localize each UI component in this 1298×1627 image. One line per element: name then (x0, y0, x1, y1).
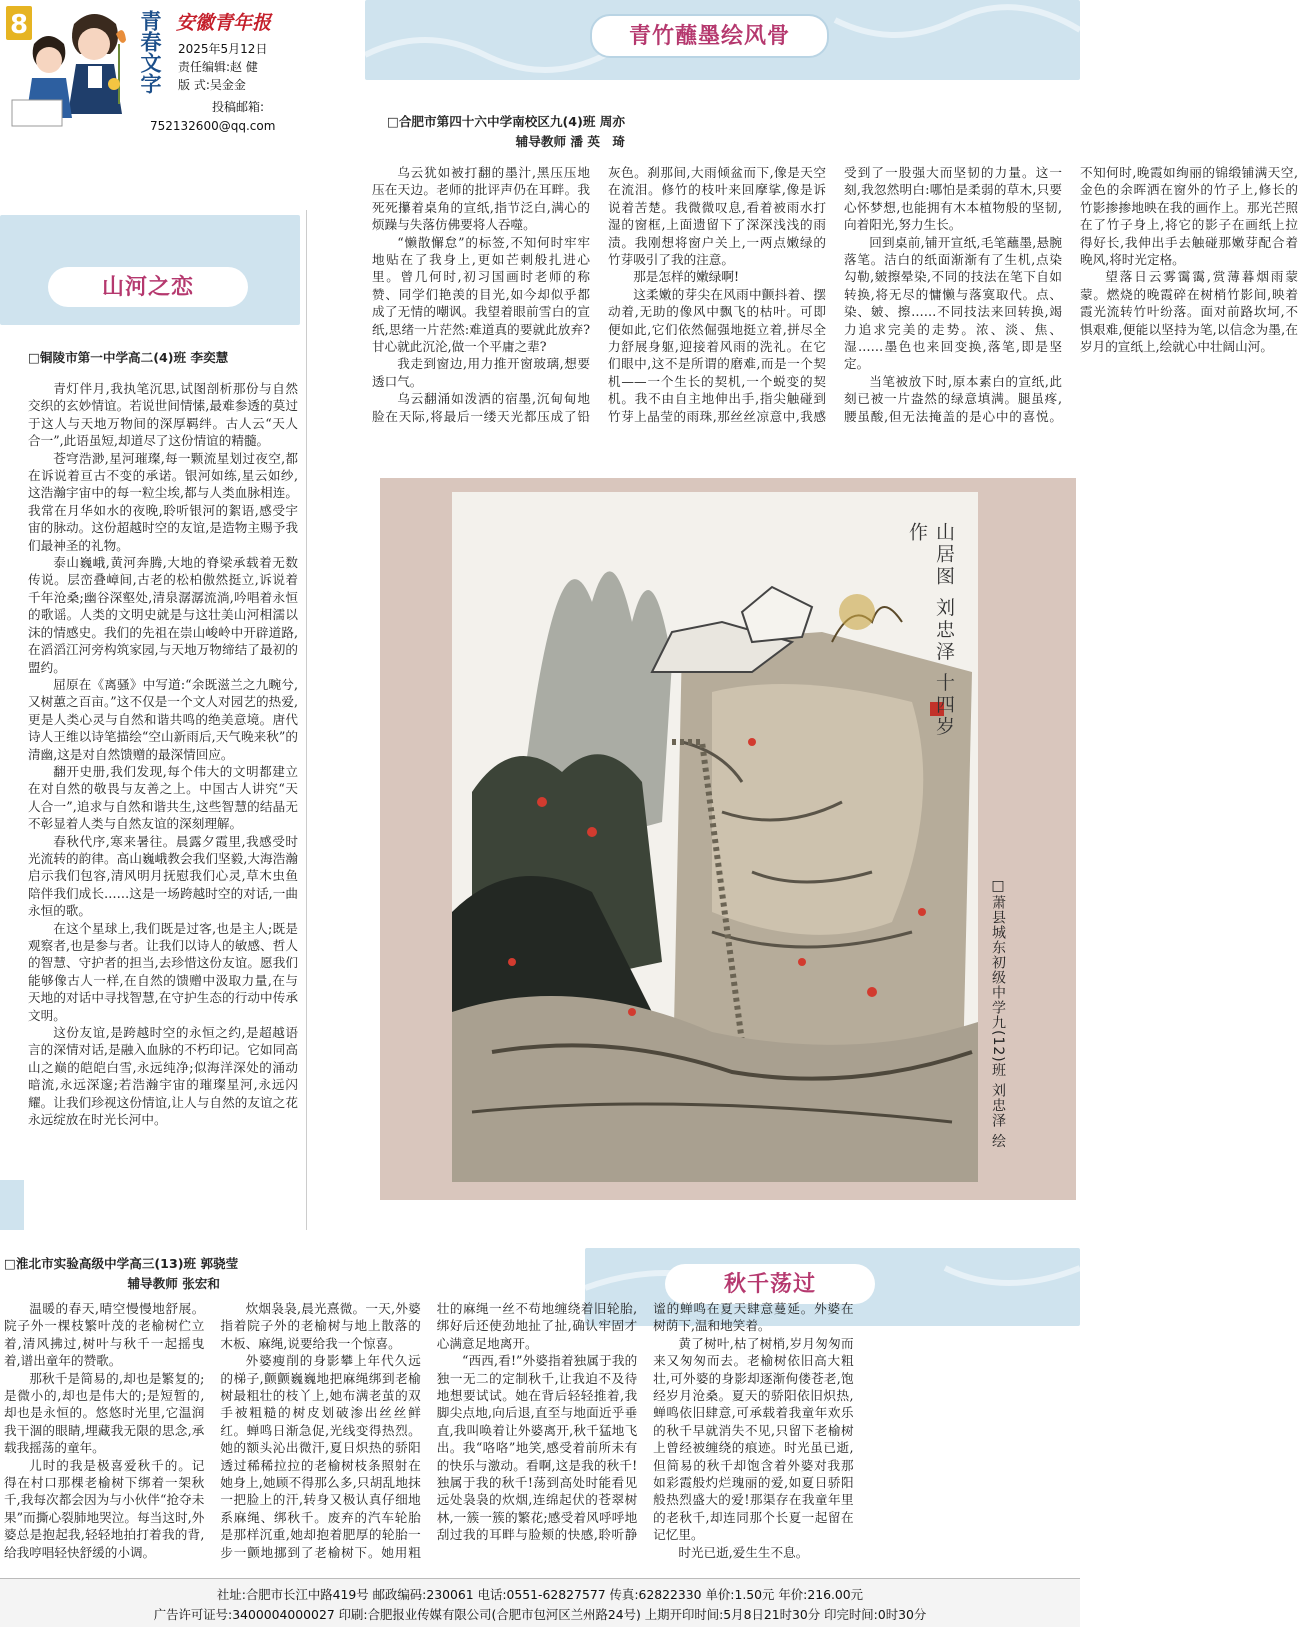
painting-inscription: 山居图 刘忠泽 十四岁作 (906, 522, 955, 739)
paragraph: 翻开史册,我们发现,每个伟大的文明都建立在对自然的敬畏与友善之上。中国古人讲究“天人合一”,追求与自然和谐共生,这些智慧的结晶无不彰显着人类与自然友谊的深刻理解。 (28, 763, 298, 832)
svg-text:8: 8 (9, 10, 29, 40)
masthead (0, 0, 340, 140)
paragraph: “西西,看!”外婆指着独属于我的独一无二的定制秋千,让我迫不及待地想要试试。她在背后轻轻推着,我脚尖点地,向后退,直至与地面近乎垂直,我叫唤着让外婆离开,秋千猛地飞出。我“咯咯”地笑,感受着前所未有的快乐与激动。看啊,这是我的秋千!独属于我的秋千!荡到高处时能看见远处袅袅的炊烟,连绵起伏的苍翠树林,一簇一簇的繁花;感受着风呼呼地刮过我的耳畔与脸颊的快感,聆听静谧的蝉鸣在夏天肆意蔓延。外婆在树荫下,温和地笑着。 (436, 1301, 854, 1543)
article1-title-banner (0, 215, 300, 325)
paragraph: 这柔嫩的芽尖在风雨中颤抖着、摆动着,无助的像风中飘飞的枯叶。可即便如此,它们依然倔强地挺立着,拼尽全力舒展身躯,迎接着风雨的洗礼。在它们眼中,这不是所谓的磨难,而是一个契机——一个生长的契机,一个蜕变的契机。我不由自主地伸出手,指尖触碰到竹芽上晶莹的雨珠,那丝丝凉意中,我感受到了一股强大而坚韧的力量。这一刻,我忽然明白:哪怕是柔弱的草木,只要心怀梦想,也能拥有木本植物般的坚韧,向着阳光,努力生长。 (608, 165, 1062, 424)
paragraph: 这份友谊,是跨越时空的永恒之约,是超越语言的深情对话,是融入血脉的不朽印记。它如同高山之巅的皑皑白雪,永远纯净;似海洋深处的涌动暗流,永远深邃;若浩瀚宇宙的璀璨星河,永远闪耀。让我们珍视这份情谊,让人与自然的友谊之花永远绽放在时光长河中。 (28, 1025, 298, 1128)
paragraph: 乌云犹如被打翻的墨汁,黑压压地压在天边。老师的批评声仍在耳畔。我死死攥着桌角的宣纸,指节泛白,满心的烦躁与失落仿佛要将人吞噬。 (372, 165, 590, 233)
issue-date: 2025年5月12日 (178, 42, 268, 56)
paragraph: 回到桌前,铺开宣纸,毛笔蘸墨,悬腕落笔。洁白的纸面渐渐有了生机,点染勾勒,皴擦晕染,不同的技法在笔下自如转换,将无尽的慵懒与落寞取代。点、染、皴、擦……不同技法来回转换,竭力追求完美的走势。浓、淡、焦、湿……墨色也来回变换,落笔,即是坚定。 (844, 234, 1062, 372)
paragraph: 乌云翻涌如泼洒的宿墨,沉甸甸地脸在天际,将最后一缕天光都压成了铅灰色。刹那间,大雨倾盆而下,像是天空在流泪。修竹的枝叶来回摩挲,像是诉说着苦楚。我微微叹息,看着被雨水打湿的窗框,上面遗留下了深深浅浅的雨渍。我刚想将窗户关上,一两点嫩绿的竹芽吸引了我的注意。 (372, 165, 826, 424)
students-illustration-icon (4, 4, 130, 132)
paragraph: 泰山巍峨,黄河奔腾,大地的脊梁承载着无数传说。层峦叠嶂间,古老的松柏傲然挺立,诉说着千年沧桑;幽谷深壑处,清泉潺潺流淌,吟唱着永恒的歌谣。人类的文明史就是与这壮美山河相濡以沫的情感史。我们的先祖在崇山峻岭中开辟道路,在滔滔江河旁构筑家园,与天地万物缔结了最初的盟约。 (28, 555, 298, 675)
painting-frame (380, 478, 1076, 1200)
paragraph: 炊烟袅袅,晨光熹微。一天,外婆指着院子外的老榆树与地上散落的木板、麻绳,说要给我一个惊喜。 (220, 1301, 421, 1351)
article3-advisor: 辅导教师 张宏和 (127, 1276, 220, 1291)
article3-body (4, 1250, 1070, 1572)
paragraph: 那秋千是简易的,却也是繁复的;是微小的,却也是伟大的;是短暂的,却也是永恒的。悠悠时光里,它温润我干涸的眼睛,埋藏我无限的思念,承载我摇荡的童年。 (4, 1370, 205, 1456)
email-address[interactable]: 752132600@qq.com (150, 119, 276, 133)
article2-byline: □合肥市第四十六中学南校区九(4)班 周亦琦 (386, 114, 625, 149)
email-label: 投稿邮箱: (212, 100, 265, 114)
paragraph: 当笔被放下时,原本素白的宣纸,此刻已被一片盎然的绿意填满。腿虽疼,腰虽酸,但无法掩盖的是心中的喜悦。不知何时,晚霞如绚丽的锦缎铺满天空,金色的余晖洒在窗外的竹子上,修长的竹影掺掺地映在我的画作上。那光芒照在了竹子身上,将它的影子在画纸上拉得好长,我伸出手去触碰那嫩芽配合着晚风,将时光定格。 (844, 165, 1298, 424)
painting-caption: □萧县城东初级中学九(12)班 刘忠泽 绘 (990, 878, 1006, 1149)
paragraph: 我走到窗边,用力推开窗玻璃,想要透口气。 (372, 356, 590, 389)
article1-byline: □铜陵市第一中学高二(4)班 李奕慧 (28, 350, 229, 365)
editor-credit: 责任编辑:赵 健 (178, 60, 258, 74)
paragraph: 青灯伴月,我执笔沉思,试图剖析那份与自然交织的玄妙情谊。若说世间情愫,最难参透的莫过于这人与天地万物间的深厚羁绊。古人云“天人合一”,此语虽短,却道尽了这份情谊的精髓。 (28, 381, 298, 449)
section-title: 青春文字 (138, 10, 163, 94)
footer-address-line: 社址:合肥市长江中路419号 邮政编码:230061 电话:0551-62827577 传真:62822330 单价:1.50元 年价:216.00元 (216, 1587, 864, 1602)
layout-credit: 版 式:吴金金 (178, 78, 246, 92)
newspaper-logo: 安徽青年报 (176, 12, 272, 34)
paragraph: 在这个星球上,我们既是过客,也是主人;既是观察者,也是参与者。让我们以诗人的敏感、哲人的智慧、守护者的担当,去珍惜这份友谊。愿我们能够像古人一样,在自然的馈赠中汲取力量,在与天地的对话中寻找智慧,在守护生态的行动中传承文明。 (28, 920, 298, 1023)
article2-body (372, 164, 1298, 436)
article3-byline: □淮北市实验高级中学高三(13)班 郭骁莹 (4, 1256, 239, 1271)
paragraph: 望落日云雾霭霭,赏薄暮烟雨蒙蒙。燃烧的晚霞碎在树梢竹影间,映着霞光流转竹叶纷落。面对前路坎坷,不惧艰难,便能以坚持为笔,以信念为墨,在岁月的宣纸上,绘就心中壮阔山河。 (1080, 269, 1298, 355)
article2-title-banner (365, 0, 1080, 80)
paragraph: 那是怎样的嫩绿啊! (633, 269, 739, 285)
article2-advisor: 辅导教师 潘 英 (515, 134, 600, 149)
left-column-bottom-accent (0, 1180, 24, 1230)
paragraph: 温暖的春天,晴空慢慢地舒展。院子外一棵枝繁叶茂的老榆树伫立着,清风拂过,树叶与秋千一起摇曳着,谱出童年的赞歌。 (4, 1301, 205, 1369)
article3-columns (4, 1300, 1070, 1572)
paragraph: 苍穹浩渺,星河璀璨,每一颗流星划过夜空,都在诉说着亘古不变的承诺。银河如练,星云如纱,这浩瀚宇宙中的每一粒尘埃,都与人类血脉相连。我常在月华如水的夜晚,聆听银河的絮语,感受宇宙的脉动。这份超越时空的友谊,是造物主赐予我们最神圣的礼物。 (28, 450, 298, 553)
publication-footer (0, 1578, 1080, 1627)
paragraph: 儿时的我是极喜爱秋千的。记得在村口那棵老榆树下绑着一架秋千,我每次都会因为与小伙伴“抢夺未果”而撕心裂肺地哭泣。每当这时,外婆总是抱起我,轻轻地拍打着我的背,给我哼唱轻快舒缓的小调。 (4, 1457, 205, 1560)
footer-print-line: 广告许可证号:3400004000027 印刷:合肥报业传媒有限公司(合肥市包河区兰州路24号) 上期开印时间:5月8日21时30分 印完时间:0时30分 (153, 1607, 927, 1622)
paragraph: 春秋代序,寒来暑往。晨露夕霞里,我感受时光流转的韵律。高山巍峨教会我们坚毅,大海浩瀚启示我们包容,清风明月抚慰我们心灵,草木虫鱼陪伴我们成长……这是一场跨越时空的对话,一曲永恒的歌。 (28, 833, 298, 919)
article1-body (28, 380, 298, 1128)
article2-title-pill (590, 14, 829, 58)
article1-title: 山河之恋 (101, 274, 194, 300)
article2-title: 青竹蘸墨绘风骨 (628, 23, 790, 49)
paragraph: 黄了树叶,枯了树梢,岁月匆匆而来又匆匆而去。老榆树依旧高大粗壮,可外婆的身影却逐渐佝偻苍老,饱经岁月沧桑。夏天的骄阳依旧炽热,蝉鸣依旧肆意,可承载着我童年欢乐的秋千早就消失不见,只留下老榆树上曾经被缠绕的痕迹。时光虽已逝,但简易的秋千却饱含着外婆对我那如彩霞般灼烂瑰丽的爱,如夏日骄阳般热烈盛大的爱!那渠存在我童年里的老秋千,却连同那个长夏一起留在记忆里。 (653, 1335, 854, 1543)
paragraph: 时光已逝,爱生生不息。 (678, 1544, 809, 1560)
left-column-rule (306, 210, 307, 1230)
landscape-painting (452, 492, 978, 1182)
paragraph: 外婆瘦削的身影攀上年代久远的梯子,颤颤巍巍地把麻绳绑到老榆树最粗壮的枝丫上,她布满老茧的双手被粗糙的树皮划破渗出丝丝鲜红。蝉鸣日渐急促,光线变得热烈。她的额头沁出微汗,夏日炽热的骄阳透过稀稀拉拉的老榆树枝条照射在她身上,她顾不得那么多,只胡乱地抹一把脸上的汗,转身又极认真仔细地系麻绳、绑秋千。废弃的汽车轮胎是那样沉重,她却抱着肥厚的轮胎一步一颤地挪到了老榆树下。她用粗壮的麻绳一丝不苟地缠绕着旧轮胎,绑好后还使劲地扯了扯,确认牢固才心满意足地离开。 (220, 1301, 638, 1560)
article3-title: 秋千荡过 (723, 1271, 816, 1297)
paragraph: 屈原在《离骚》中写道:“余既滋兰之九畹兮,又树蕙之百亩。”这不仅是一个文人对园艺的热爱,更是人类心灵与自然和谐共鸣的绝美意境。唐代诗人王维以诗笔描绘“空山新雨后,天气晚来秋”的清幽,这是对自然馈赠的最深情回应。 (28, 676, 298, 762)
article1-title-pill (48, 267, 248, 307)
paragraph: “懒散懈怠”的标签,不知何时牢牢地贴在了我身上,更如芒刺般扎进心里。曾几何时,初习国画时老师的称赞、同学们艳羡的目光,如今却似乎都成了无情的嘲讽。我望着眼前雪白的宣纸,思绪一片茫然:难道真的要就此放弃?甘心就此沉沦,做一个平庸之辈? (372, 234, 590, 355)
